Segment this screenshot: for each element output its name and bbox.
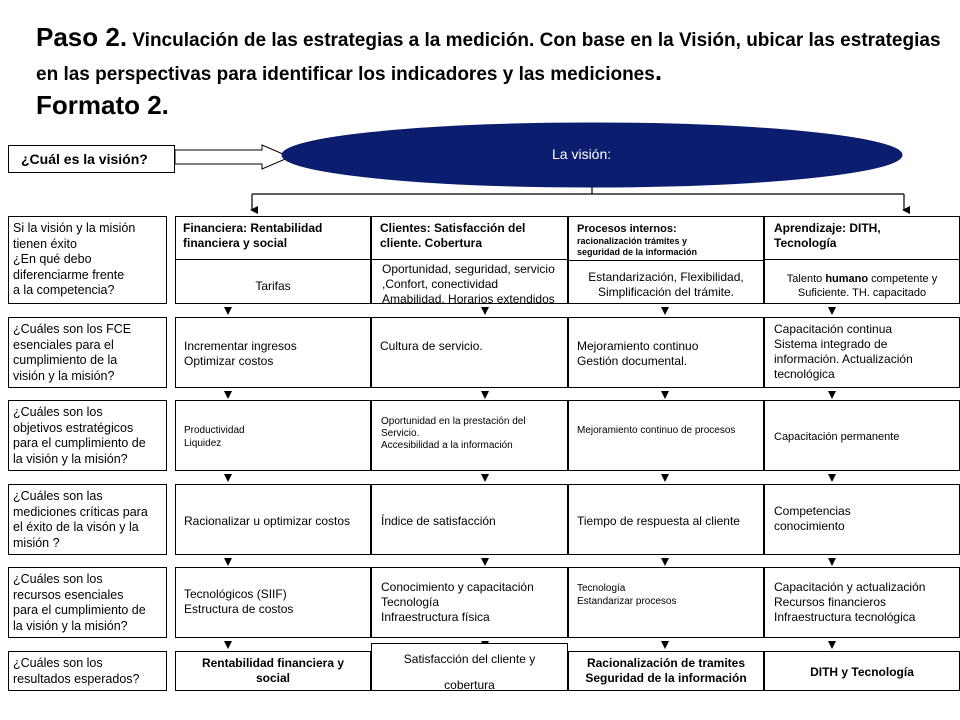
col-processes-header: Procesos internos: [577, 223, 677, 235]
col-processes-objectives-box [568, 400, 764, 471]
col-processes-measurements: Tiempo de respuesta al cliente [577, 514, 740, 528]
col-clients-header: Clientes: Satisfacción del cliente. Cobertura [380, 221, 526, 250]
col-processes-result: Racionalización de tramites Seguridad de la información [585, 656, 747, 685]
col-financial-fce-box [175, 317, 371, 388]
col-financial-objectives-box [175, 400, 371, 471]
col-clients-resources: Conocimiento y capacitación Tecnología Infraestructura física [381, 580, 534, 624]
col-financial-result-box [175, 651, 371, 691]
col-processes-result-box [568, 651, 764, 691]
title-step: Paso 2. [36, 22, 128, 52]
down-arrow [481, 558, 489, 566]
down-arrow [224, 474, 232, 482]
down-arrow [661, 307, 669, 315]
col-learning-result: DITH y Tecnología [810, 665, 914, 679]
col-processes-resources: Tecnología Estandarizar procesos [577, 583, 677, 607]
col-clients-objectives: Oportunidad en la prestación del Servicio. Accesibilidad a la información [381, 416, 526, 451]
col-clients-resources-box [371, 567, 568, 638]
question-resources: ¿Cuáles son los recursos esenciales para el cumplimiento de la visión y la misión? [8, 567, 167, 638]
down-arrow [224, 391, 232, 399]
down-arrow [481, 307, 489, 315]
down-arrow [828, 391, 836, 399]
col-learning-differentiation: Talento humano competente y Suficiente. TH. capacitado [786, 273, 938, 299]
question-differentiation: Si la visión y la misión tienen éxito ¿En qué debo diferenciarme frente a la competencia? [8, 216, 167, 304]
col-learning-header: Aprendizaje: DITH, Tecnología [774, 221, 881, 250]
col-financial-result: Rentabilidad financiera y social [201, 656, 345, 685]
col-processes-header-box [568, 216, 764, 304]
col-processes-differentiation: Estandarización, Flexibilidad, Simplificación del trámite. [588, 270, 744, 299]
question-objectives: ¿Cuáles son los objetivos estratégicos para el cumplimiento de la visión y la misión? [8, 400, 167, 471]
down-arrow [828, 641, 836, 649]
col-learning-fce: Capacitación continua Sistema integrado de información. Actualización tecnológica [774, 322, 913, 381]
col-learning-measurements-box [764, 484, 960, 555]
col-financial-resources: Tecnológicos (SIIF) Estructura de costos [184, 587, 294, 616]
col-financial-header: Financiera: Rentabilidad financiera y social [183, 221, 323, 250]
col-processes-fce-box [568, 317, 764, 388]
col-clients-header-box [371, 216, 568, 304]
down-arrow [224, 641, 232, 649]
down-arrow [661, 641, 669, 649]
col-financial-measurements-box [175, 484, 371, 555]
question-results: ¿Cuáles son los resultados esperados? [8, 651, 167, 691]
col-processes-resources-box [568, 567, 764, 638]
vision-question-text: ¿Cuál es la visión? [21, 151, 148, 167]
down-arrow [828, 474, 836, 482]
col-learning-objectives: Capacitación permanente [774, 431, 900, 443]
col-learning-resources-box [764, 567, 960, 638]
col-clients-measurements-box [371, 484, 568, 555]
vision-question-box [8, 145, 175, 173]
title-dot: . [654, 56, 663, 86]
down-arrow [661, 391, 669, 399]
col-learning-objectives-box [764, 400, 960, 471]
down-arrow [828, 558, 836, 566]
question-fce: ¿Cuáles son los FCE esenciales para el cumplimiento de la visión y la misión? [8, 317, 167, 388]
down-arrow [481, 474, 489, 482]
col-learning-header-box [764, 216, 960, 304]
col-processes-header-sub: racionalización trámites y seguridad de la información [577, 236, 698, 257]
col-processes-fce: Mejoramiento continuo Gestión documental. [577, 339, 699, 368]
down-arrow [661, 474, 669, 482]
col-financial-measurements: Racionalizar u optimizar costos [184, 514, 351, 528]
col-financial-fce: Incrementar ingresos Optimizar costos [184, 339, 297, 368]
down-arrow [224, 307, 232, 315]
col-financial-resources-box [175, 567, 371, 638]
col-clients-measurements: Índice de satisfacción [381, 514, 496, 528]
vision-label: La visión: [552, 146, 612, 162]
col-clients-result-box [371, 643, 568, 691]
col-clients-result: Satisfacción del cliente y cobertura [403, 652, 536, 692]
col-clients-objectives-box [371, 400, 568, 471]
col-clients-fce-box [371, 317, 568, 388]
down-arrow [481, 391, 489, 399]
down-arrow [224, 558, 232, 566]
col-clients-fce: Cultura de servicio. [380, 339, 483, 353]
col-learning-measurements: Competencias conocimiento [774, 504, 851, 533]
title-text: Vinculación de las estrategias a la medición. Con base en la Visión, ubicar las estrategias en las perspectivas para identificar los indicadores y las mediciones [36, 30, 941, 85]
col-processes-objectives: Mejoramiento continuo de procesos [577, 425, 736, 436]
col-clients-differentiation: Oportunidad, seguridad, servicio ,Confort, conectividad Amabilidad. Horarios extendidos [382, 262, 555, 306]
down-arrow [661, 558, 669, 566]
col-learning-result-box [764, 651, 960, 691]
col-financial-objectives: Productividad Liquidez [184, 425, 245, 449]
col-learning-resources: Capacitación y actualización Recursos financieros Infraestructura tecnológica [774, 580, 926, 624]
down-arrow [828, 307, 836, 315]
col-processes-measurements-box [568, 484, 764, 555]
col-financial-differentiation: Tarifas [255, 279, 291, 293]
question-measurements: ¿Cuáles son las mediciones críticas para el éxito de la visón y la misión ? [8, 484, 167, 555]
hollow-arrow [175, 145, 290, 169]
col-learning-fce-box [764, 317, 960, 388]
title-format: Formato 2. [36, 90, 169, 120]
col-financial-header-box [175, 216, 371, 304]
